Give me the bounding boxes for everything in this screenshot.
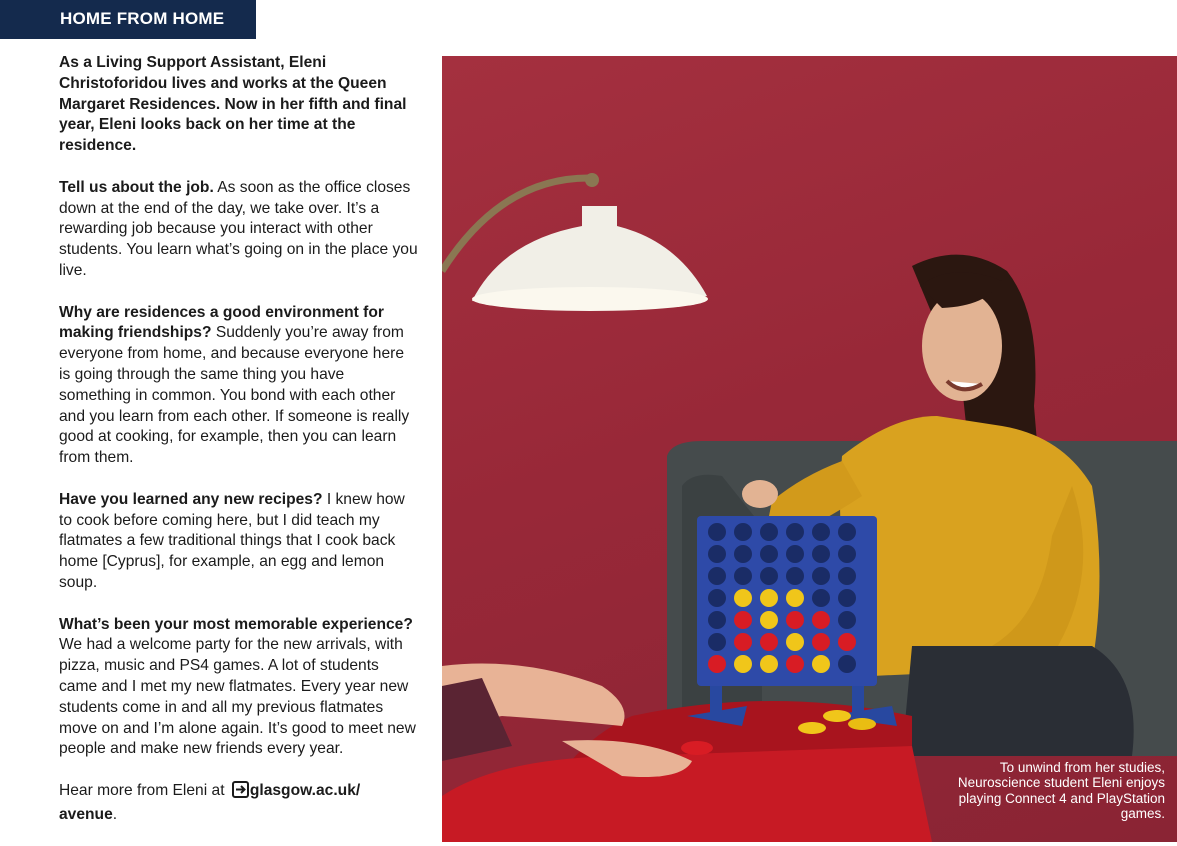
game-hole xyxy=(760,545,778,563)
game-hole xyxy=(708,633,726,651)
game-hole xyxy=(760,655,778,673)
game-hole xyxy=(812,589,830,607)
game-hole xyxy=(786,655,804,673)
answer: We had a welcome party for the new arrivals, with pizza, music and PS4 games. A lot of students came and I met my new flatmates. Every year new students come in and all my previous flatmates move on and I’m alone again. It’s good to meet new people and make new friends every year. xyxy=(59,636,416,758)
feature-photo xyxy=(442,56,1177,842)
glasgow-avenue-link[interactable]: glasgow.ac.uk/ avenue xyxy=(59,781,361,823)
game-hole xyxy=(838,655,856,673)
photo-caption: To unwind from her studies, Neuroscience student Eleni enjoys playing Connect 4 and PlayStation games. xyxy=(957,759,1165,822)
footer-prefix: Hear more from Eleni at xyxy=(59,781,229,799)
question: Have you learned any new recipes? xyxy=(59,490,323,508)
game-hole xyxy=(734,589,752,607)
game-hole xyxy=(760,611,778,629)
game-hole xyxy=(786,567,804,585)
woman-playing-connect-4-photo xyxy=(442,56,1177,842)
game-hole xyxy=(760,633,778,651)
game-hole xyxy=(786,611,804,629)
qa-item xyxy=(59,490,419,594)
game-hole xyxy=(708,655,726,673)
game-hole xyxy=(838,633,856,651)
section-title: HOME FROM HOME xyxy=(60,9,225,28)
game-hole xyxy=(786,589,804,607)
game-hole xyxy=(838,567,856,585)
game-hole xyxy=(734,523,752,541)
intro-paragraph: As a Living Support Assistant, Eleni Christoforidou lives and works at the Queen Margaret Residences. Now in her fifth and final year, Eleni looks back on her time at the residence. xyxy=(59,54,407,155)
game-hole xyxy=(734,633,752,651)
game-hole xyxy=(708,567,726,585)
game-hole xyxy=(708,545,726,563)
article-body xyxy=(59,53,419,846)
game-hole xyxy=(734,567,752,585)
external-link-icon xyxy=(232,781,249,805)
game-hole xyxy=(812,545,830,563)
game-hole xyxy=(838,611,856,629)
game-hole xyxy=(734,655,752,673)
game-hole xyxy=(708,589,726,607)
game-hole xyxy=(838,545,856,563)
footer-line xyxy=(59,781,419,826)
game-hole xyxy=(708,611,726,629)
section-header-bar xyxy=(0,0,256,39)
game-hole xyxy=(734,611,752,629)
game-hole xyxy=(812,655,830,673)
game-hole xyxy=(760,589,778,607)
game-hole xyxy=(812,611,830,629)
game-hole xyxy=(708,523,726,541)
qa-item xyxy=(59,178,419,282)
game-hole xyxy=(812,523,830,541)
game-hole xyxy=(760,523,778,541)
game-hole xyxy=(838,589,856,607)
game-hole xyxy=(786,545,804,563)
game-hole xyxy=(786,633,804,651)
game-hole xyxy=(760,567,778,585)
question: What’s been your most memorable experience? xyxy=(59,615,413,633)
game-hole xyxy=(734,545,752,563)
game-hole xyxy=(812,633,830,651)
footer-suffix: . xyxy=(112,805,118,823)
qa-item xyxy=(59,303,419,469)
question: Why are residences a good environment for making friendships? xyxy=(59,303,384,342)
game-hole xyxy=(786,523,804,541)
answer: Suddenly you’re away from everyone from home, and because everyone here is going through the same thing you have something in common. You bond with each other and you learn from each other. If someone is really good at cooking, for example, then you can learn from them. xyxy=(59,324,410,467)
answer: I knew how to cook before coming here, but I did teach my flatmates a few traditional things that I cook back home [Cyprus], for example, an egg and lemon soup. xyxy=(59,490,405,591)
game-hole xyxy=(838,523,856,541)
question: Tell us about the job. xyxy=(59,178,214,196)
answer: As soon as the office closes down at the end of the day, we take over. It’s a rewarding job because you interact with other students. You learn what’s going on in the place you live. xyxy=(59,178,418,279)
game-hole xyxy=(812,567,830,585)
qa-item xyxy=(59,615,419,761)
